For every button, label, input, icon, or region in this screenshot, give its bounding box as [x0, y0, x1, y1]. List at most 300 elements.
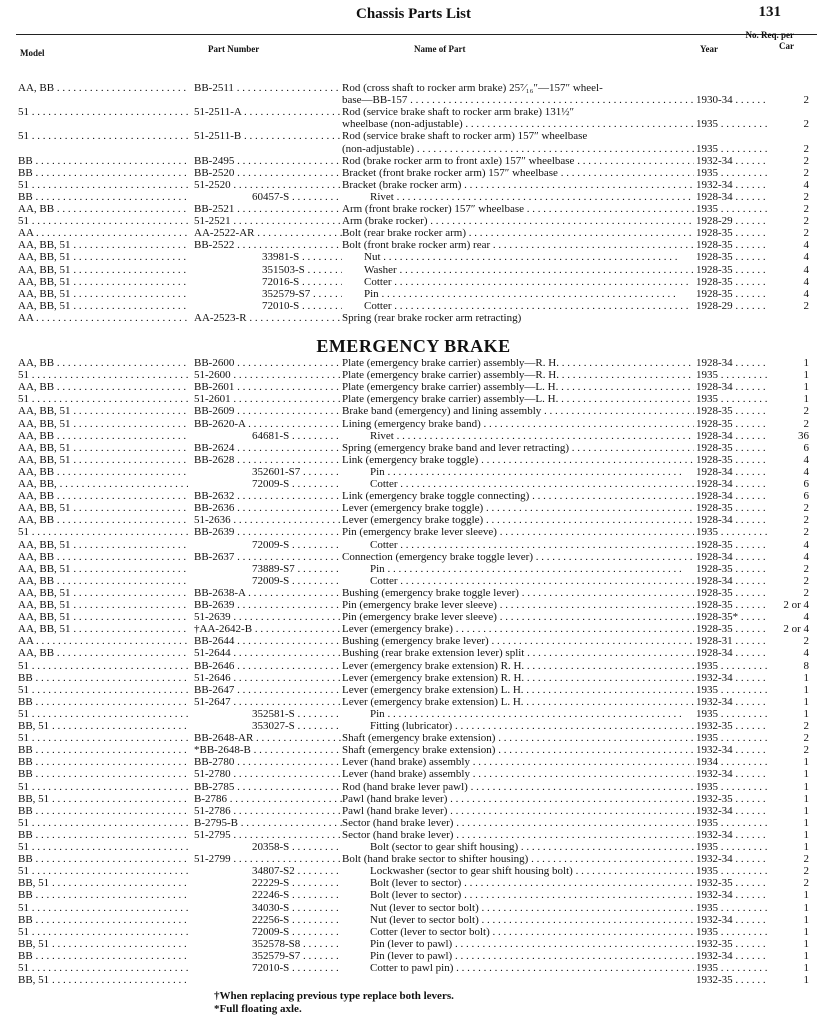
part-number-cell: BB-2644 . . .: [194, 635, 342, 648]
part-name-cell: Bolt (lever to sector) . . .: [370, 889, 694, 902]
part-number-cell: 72010-S . . .: [262, 300, 342, 313]
quantity-cell: 6: [803, 441, 809, 454]
part-name-cell: Lever (emergency brake extension) R. H. . . .: [342, 672, 694, 685]
part-number-cell: BB-2511 . . .: [194, 82, 342, 95]
table-row: [0, 551, 827, 564]
year-cell: 1928-35 . . .: [696, 454, 768, 467]
model-cell: AA, BB . . .: [18, 490, 188, 503]
quantity-cell: 2: [803, 877, 809, 890]
column-header-model: Model: [20, 48, 45, 58]
year-cell: 1932-34 . . .: [696, 696, 768, 709]
part-name-cell: Spring (emergency brake band and lever retracting) . . .: [342, 442, 694, 455]
table-row: [0, 684, 827, 697]
quantity-cell: 8: [803, 659, 809, 672]
model-cell: BB . . .: [18, 744, 188, 757]
part-number-cell: BB-2646 . . .: [194, 660, 342, 673]
year-cell: 1928-35 . . .: [696, 623, 768, 636]
year-cell: 1935 . . .: [696, 708, 768, 721]
part-name-cell: Rod (service brake shaft to rocker arm) 157″ wheelbase: [342, 130, 588, 143]
part-number-cell: 51-2780 . . .: [194, 768, 342, 781]
quantity-cell: 2: [803, 417, 809, 430]
part-name-cell: Bolt (sector to gear shift housing) . . .: [370, 841, 694, 854]
year-cell: 1928-34 . . .: [696, 430, 768, 443]
quantity-cell: 1: [803, 913, 809, 926]
quantity-cell: 1: [803, 792, 809, 805]
quantity-cell: 1: [803, 357, 809, 369]
year-cell: 1928-35 . . .: [696, 251, 768, 264]
model-cell: AA . . .: [18, 635, 188, 648]
part-name-cell: Pin . . .: [364, 288, 694, 301]
part-name-cell: Lockwasher (sector to gear shift housing bolt) . . .: [370, 865, 694, 878]
part-number-cell: 51-2636 . . .: [194, 514, 342, 527]
part-number-cell: BB-2638-A . . .: [194, 587, 342, 600]
part-number-cell: 34807-S2 . . .: [252, 865, 342, 878]
table-row: [0, 974, 827, 987]
table-row: [0, 962, 827, 975]
part-number-cell: BB-2601 . . .: [194, 381, 342, 394]
year-cell: 1928-34 . . .: [696, 466, 768, 479]
quantity-cell: 2: [803, 635, 809, 648]
part-number-cell: BB-2639 . . .: [194, 526, 342, 539]
quantity-cell: 2: [803, 142, 809, 155]
year-cell: 1928-35 . . .: [696, 563, 768, 576]
part-name-cell: Pin . . .: [370, 563, 694, 576]
part-name-cell: Bushing (emergency brake lever) . . .: [342, 635, 694, 648]
year-cell: 1930-34 . . .: [696, 94, 768, 107]
part-number-cell: 51-2521 . . .: [194, 215, 342, 228]
model-cell: 51 . . .: [18, 865, 188, 878]
model-cell: 51 . . .: [18, 130, 188, 143]
year-cell: 1932-34 . . .: [696, 744, 768, 757]
model-cell: BB . . .: [18, 914, 188, 927]
part-number-cell: 72009-S . . .: [252, 926, 342, 939]
year-cell: 1928-34 . . .: [696, 490, 768, 503]
column-header-year: Year: [700, 44, 718, 54]
model-cell: AA, BB, 51 . . .: [18, 300, 188, 313]
part-name-cell: Bolt (rear brake rocker arm) . . .: [342, 227, 694, 240]
part-name-cell: Pin . . .: [370, 466, 694, 479]
quantity-cell: 2: [803, 502, 809, 515]
year-cell: 1932-34 . . .: [696, 829, 768, 842]
quantity-cell: 1: [803, 369, 809, 382]
model-cell: 51 . . .: [18, 393, 188, 406]
part-number-cell: BB-2647 . . .: [194, 684, 342, 697]
part-name-cell: Plate (emergency brake carrier) assembly—L. H. . . .: [342, 381, 694, 394]
table-row: [0, 756, 827, 769]
model-cell: 51 . . .: [18, 660, 188, 673]
part-name-cell: Lever (emergency brake extension) L. H. . . .: [342, 696, 694, 709]
model-cell: AA, BB, 51 . . .: [18, 264, 188, 277]
part-number-cell: 22229-S . . .: [252, 877, 342, 890]
table-row: [0, 829, 827, 842]
model-cell: AA, BB, 51 . . .: [18, 611, 188, 624]
part-name-cell: Cotter . . .: [364, 300, 694, 313]
year-cell: 1935 . . .: [696, 393, 768, 406]
table-row: [0, 478, 827, 491]
quantity-cell: 1: [803, 828, 809, 841]
quantity-cell: 2: [803, 526, 809, 539]
part-number-cell: 351503-S . . .: [262, 264, 342, 277]
year-cell: 1935 . . .: [696, 781, 768, 794]
part-name-cell: Arm (front brake rocker) 157″ wheelbase . . .: [342, 203, 694, 216]
year-cell: 1932-34 . . .: [696, 672, 768, 685]
part-number-cell: BB-2609 . . .: [194, 405, 342, 418]
part-number-cell: 352601-S7 . . .: [252, 466, 342, 479]
year-cell: 1928-35 . . .: [696, 599, 768, 612]
part-number-cell: 51-2786 . . .: [194, 805, 342, 818]
model-cell: 51 . . .: [18, 817, 188, 830]
year-cell: 1928-35 . . .: [696, 442, 768, 455]
year-cell: 1935 . . .: [696, 732, 768, 745]
table-row: [0, 82, 827, 95]
model-cell: AA, BB, 51 . . .: [18, 623, 188, 636]
table-row: [0, 357, 827, 370]
table-row: [0, 239, 827, 252]
year-cell: 1935 . . .: [696, 684, 768, 697]
table-row: [0, 118, 827, 131]
part-number-cell: BB-2639 . . .: [194, 599, 342, 612]
part-number-cell: 51-2511-B . . .: [194, 130, 342, 143]
year-cell: 1928-34 . . .: [696, 575, 768, 588]
model-cell: BB, 51 . . .: [18, 938, 188, 951]
part-number-cell: BB-2628 . . .: [194, 454, 342, 467]
part-number-cell: BB-2636 . . .: [194, 502, 342, 515]
quantity-cell: 2: [803, 732, 809, 745]
table-row: [0, 768, 827, 781]
table-row: [0, 732, 827, 745]
table-row: [0, 853, 827, 866]
section-heading: EMERGENCY BRAKE: [316, 336, 511, 356]
model-cell: AA, BB . . .: [18, 575, 188, 588]
part-number-cell: 51-2795 . . .: [194, 829, 342, 842]
table-row: [0, 179, 827, 192]
part-name-cell: Connection (emergency brake toggle lever) . . .: [342, 551, 694, 564]
year-cell: 1935 . . .: [696, 841, 768, 854]
quantity-cell: 1: [803, 962, 809, 974]
part-name-cell: Pawl (hand brake lever) . . .: [342, 793, 694, 806]
part-name-cell: Shaft (emergency brake extension) . . .: [342, 732, 694, 745]
model-cell: BB, 51 . . .: [18, 793, 188, 806]
year-cell: 1928-34 . . .: [696, 478, 768, 491]
part-name-cell: Cotter . . .: [370, 478, 694, 491]
quantity-cell: 2: [803, 586, 809, 599]
part-number-cell: 51-2646 . . .: [194, 672, 342, 685]
quantity-cell: 4: [803, 178, 809, 191]
model-cell: BB . . .: [18, 805, 188, 818]
model-cell: AA, BB, 51 . . .: [18, 454, 188, 467]
part-number-cell: BB-2624 . . .: [194, 442, 342, 455]
part-name-cell: Rod (cross shaft to rocker arm brake) 25⁷⁄₁₆″—157″ wheel-: [342, 82, 603, 94]
year-cell: 1928-35 . . .: [696, 227, 768, 240]
year-cell: 1928-34 . . .: [696, 357, 768, 370]
part-number-cell: 72009-S . . .: [252, 539, 342, 552]
part-name-cell: Rod (service brake shaft to rocker arm brake) 131½″: [342, 106, 575, 119]
column-header-required: No. Req. per Car: [745, 30, 794, 51]
quantity-cell: 2: [803, 190, 809, 203]
part-number-cell: †AA-2642-B . . .: [194, 623, 342, 636]
model-cell: 51 . . .: [18, 732, 188, 745]
year-cell: 1932-34 . . .: [696, 889, 768, 902]
year-cell: 1935 . . .: [696, 926, 768, 939]
table-row: [0, 381, 827, 394]
model-cell: AA, BB, 51 . . .: [18, 251, 188, 264]
part-name-cell: Shaft (emergency brake extension) . . .: [342, 744, 694, 757]
year-cell: 1935 . . .: [696, 660, 768, 673]
part-name-cell: Rivet . . .: [370, 191, 694, 204]
quantity-cell: 1: [803, 683, 809, 696]
table-row: [0, 926, 827, 939]
year-cell: 1928-35* . . .: [696, 611, 768, 624]
part-name-cell: Plate (emergency brake carrier) assembly—R. H. . . .: [342, 369, 694, 382]
quantity-cell: 2: [803, 514, 809, 527]
part-name-cell: base—BB-157 . . .: [342, 94, 694, 107]
year-cell: 1928-34 . . .: [696, 514, 768, 527]
table-row: [0, 805, 827, 818]
part-number-cell: 20358-S . . .: [252, 841, 342, 854]
table-row: [0, 430, 827, 443]
quantity-cell: 6: [803, 490, 809, 503]
part-name-cell: Rod (hand brake lever pawl) . . .: [342, 781, 694, 794]
part-name-cell: Lever (emergency brake toggle) . . .: [342, 502, 694, 515]
year-cell: 1928-34 . . .: [696, 381, 768, 394]
model-cell: AA, BB, 51 . . .: [18, 442, 188, 455]
quantity-cell: 4: [803, 647, 809, 660]
model-cell: AA, BB, 51 . . .: [18, 599, 188, 612]
quantity-cell: 4: [803, 465, 809, 478]
quantity-cell: 2: [803, 94, 809, 107]
header-rule: [16, 34, 817, 35]
part-name-cell: Pin (emergency brake lever sleeve) . . .: [342, 599, 694, 612]
part-name-cell: Link (emergency brake toggle connecting) . . .: [342, 490, 694, 503]
model-cell: BB . . .: [18, 768, 188, 781]
part-number-cell: 51-2647 . . .: [194, 696, 342, 709]
part-name-cell: Bushing (emergency brake toggle lever) . . .: [342, 587, 694, 600]
part-number-cell: 22246-S . . .: [252, 889, 342, 902]
table-row: [0, 276, 827, 289]
model-cell: AA, BB, 51 . . .: [18, 288, 188, 301]
table-row: [0, 418, 827, 431]
part-number-cell: 72016-S . . .: [262, 276, 342, 289]
table-row: [0, 369, 827, 382]
model-cell: AA, BB . . .: [18, 381, 188, 394]
model-cell: AA . . .: [18, 227, 188, 240]
quantity-cell: 1: [803, 780, 809, 793]
part-name-cell: Rod (brake rocker arm to front axle) 157″ wheelbase . . .: [342, 155, 694, 168]
year-cell: 1932-35 . . .: [696, 793, 768, 806]
model-cell: 51 . . .: [18, 708, 188, 721]
quantity-cell: 1: [803, 889, 809, 902]
year-cell: 1935 . . .: [696, 118, 768, 131]
year-cell: 1928-34 . . .: [696, 551, 768, 564]
part-number-cell: 352579-S7 . . .: [262, 288, 342, 301]
year-cell: 1935 . . .: [696, 962, 768, 975]
quantity-cell: 2: [803, 154, 809, 167]
table-row: [0, 563, 827, 576]
quantity-cell: 2: [803, 865, 809, 878]
part-name-cell: Lining (emergency brake band) . . .: [342, 418, 694, 431]
part-number-cell: B-2786 . . .: [194, 793, 342, 806]
quantity-cell: 1: [803, 768, 809, 781]
model-cell: 51 . . .: [18, 926, 188, 939]
part-number-cell: 352579-S7 . . .: [252, 950, 342, 963]
model-cell: 51 . . .: [18, 106, 188, 119]
year-cell: 1935 . . .: [696, 167, 768, 180]
part-number-cell: 51-2639 . . .: [194, 611, 342, 624]
part-number-cell: BB-2521 . . .: [194, 203, 342, 216]
quantity-cell: 2 or 4: [783, 623, 809, 636]
quantity-cell: 2: [803, 562, 809, 575]
quantity-cell: 2: [803, 227, 809, 240]
part-name-cell: Cotter to pawl pin) . . .: [370, 962, 694, 975]
part-name-cell: Nut (lever to sector bolt) . . .: [370, 902, 694, 915]
year-cell: 1932-35 . . .: [696, 938, 768, 951]
year-cell: 1935 . . .: [696, 203, 768, 216]
page-number: 131: [758, 4, 781, 20]
table-row: [0, 167, 827, 180]
part-number-cell: BB-2632 . . .: [194, 490, 342, 503]
part-number-cell: B-2795-B . . .: [194, 817, 342, 830]
table-row: [0, 442, 827, 455]
year-cell: 1932-34 . . .: [696, 179, 768, 192]
model-cell: AA . . .: [18, 312, 188, 325]
part-name-cell: Brake band (emergency) and lining assembly . . .: [342, 405, 694, 418]
model-cell: AA, BB . . .: [18, 514, 188, 527]
table-row: [0, 793, 827, 806]
quantity-cell: 2: [803, 405, 809, 418]
year-cell: 1928-34 . . .: [696, 647, 768, 660]
table-row: [0, 526, 827, 539]
part-number-cell: BB-2785 . . .: [194, 781, 342, 794]
quantity-cell: 2: [803, 853, 809, 866]
model-cell: 51 . . .: [18, 369, 188, 382]
table-row: [0, 950, 827, 963]
table-row: [0, 227, 827, 240]
table-row: [0, 599, 827, 612]
part-number-cell: 353027-S . . .: [252, 720, 342, 733]
part-name-cell: Pin (lever to pawl) . . .: [370, 950, 694, 963]
quantity-cell: 1: [803, 804, 809, 817]
year-cell: 1928-35 . . .: [696, 539, 768, 552]
quantity-cell: 4: [803, 263, 809, 276]
quantity-cell: 4: [803, 287, 809, 300]
quantity-cell: 2: [803, 166, 809, 179]
table-row: [0, 647, 827, 660]
part-number-cell: 72009-S . . .: [252, 478, 342, 491]
quantity-cell: 36: [798, 429, 809, 442]
table-row: [0, 251, 827, 264]
table-row: [0, 587, 827, 600]
part-name-cell: Plate (emergency brake carrier) assembly—R. H. . . .: [342, 357, 694, 370]
table-row: [0, 490, 827, 503]
quantity-cell: 4: [803, 453, 809, 466]
quantity-cell: 4: [803, 239, 809, 252]
column-header-part-number: Part Number: [208, 44, 260, 54]
year-cell: 1928-35 . . .: [696, 502, 768, 515]
part-number-cell: 33981-S . . .: [262, 251, 342, 264]
model-cell: AA, BB, . . .: [18, 478, 188, 491]
model-cell: 51 . . .: [18, 684, 188, 697]
page-title: Chassis Parts List: [355, 6, 471, 22]
quantity-cell: 2: [803, 215, 809, 228]
quantity-cell: 1: [803, 937, 809, 950]
year-cell: 1928-29 . . .: [696, 300, 768, 313]
footnote: *Full floating axle.: [214, 1003, 302, 1015]
quantity-cell: 1: [803, 756, 809, 769]
table-row: [0, 393, 827, 406]
table-row: [0, 514, 827, 527]
table-row: [0, 191, 827, 204]
part-name-cell: Cotter (lever to sector bolt) . . .: [370, 926, 694, 939]
part-name-cell: Bolt (front brake rocker arm) rear . . .: [342, 239, 694, 252]
quantity-cell: 4: [803, 611, 809, 624]
model-cell: BB . . .: [18, 191, 188, 204]
part-name-cell: Nut (lever to sector bolt) . . .: [370, 914, 694, 927]
year-cell: 1932-34 . . .: [696, 805, 768, 818]
part-name-cell: Plate (emergency brake carrier) assembly—L. H. . . .: [342, 393, 694, 406]
part-number-cell: AA-2523-R . . .: [194, 312, 342, 325]
part-name-cell: Lever (hand brake) assembly . . .: [342, 756, 694, 769]
quantity-cell: 1: [803, 841, 809, 853]
quantity-cell: 1: [803, 381, 809, 394]
table-row: [0, 215, 827, 228]
part-name-cell: Bracket (front brake rocker arm) 157″ wheelbase . . .: [342, 167, 694, 180]
part-name-cell: Link (emergency brake toggle) . . .: [342, 454, 694, 467]
model-cell: AA, BB . . .: [18, 466, 188, 479]
table-row: [0, 660, 827, 673]
part-number-cell: 34030-S . . .: [252, 902, 342, 915]
part-number-cell: 51-2511-A . . .: [194, 106, 342, 119]
part-number-cell: BB-2620-A . . .: [194, 418, 342, 431]
quantity-cell: 1: [803, 949, 809, 962]
table-row: [0, 635, 827, 648]
model-cell: AA, BB . . .: [18, 203, 188, 216]
part-number-cell: 72010-S . . .: [252, 962, 342, 975]
quantity-cell: 4: [803, 538, 809, 551]
table-row: [0, 914, 827, 927]
part-number-cell: 64681-S . . .: [252, 430, 342, 443]
model-cell: 51 . . .: [18, 841, 188, 854]
part-name-cell: Lever (hand brake) assembly . . .: [342, 768, 694, 781]
table-row: [0, 312, 827, 325]
model-cell: BB . . .: [18, 853, 188, 866]
table-row: [0, 817, 827, 830]
year-cell: 1935 . . .: [696, 817, 768, 830]
year-cell: 1928-34 . . .: [696, 191, 768, 204]
model-cell: 51 . . .: [18, 962, 188, 975]
part-name-cell: Cotter . . .: [370, 575, 694, 588]
quantity-cell: 1: [803, 695, 809, 708]
quantity-cell: 2: [803, 299, 809, 312]
table-row: [0, 106, 827, 119]
year-cell: 1928-35 . . .: [696, 276, 768, 289]
part-name-cell: Bushing (rear brake extension lever) split . . .: [342, 647, 694, 660]
quantity-cell: 1: [803, 671, 809, 684]
model-cell: BB, 51 . . .: [18, 974, 188, 987]
quantity-cell: 2: [803, 574, 809, 587]
part-name-cell: Sector (hand brake lever) . . .: [342, 817, 694, 830]
quantity-cell: 6: [803, 478, 809, 490]
table-row: [0, 203, 827, 216]
part-number-cell: BB-2648-AR . . .: [194, 732, 342, 745]
column-header-name: Name of Part: [414, 44, 466, 54]
part-name-cell: Cotter . . .: [370, 539, 694, 552]
part-name-cell: Fitting (lubricator) . . .: [370, 720, 694, 733]
part-number-cell: 60457-S . . .: [252, 191, 342, 204]
part-name-cell: Bolt (lever to sector) . . .: [370, 877, 694, 890]
year-cell: 1932-34 . . .: [696, 914, 768, 927]
model-cell: BB . . .: [18, 155, 188, 168]
model-cell: AA, BB . . .: [18, 551, 188, 564]
